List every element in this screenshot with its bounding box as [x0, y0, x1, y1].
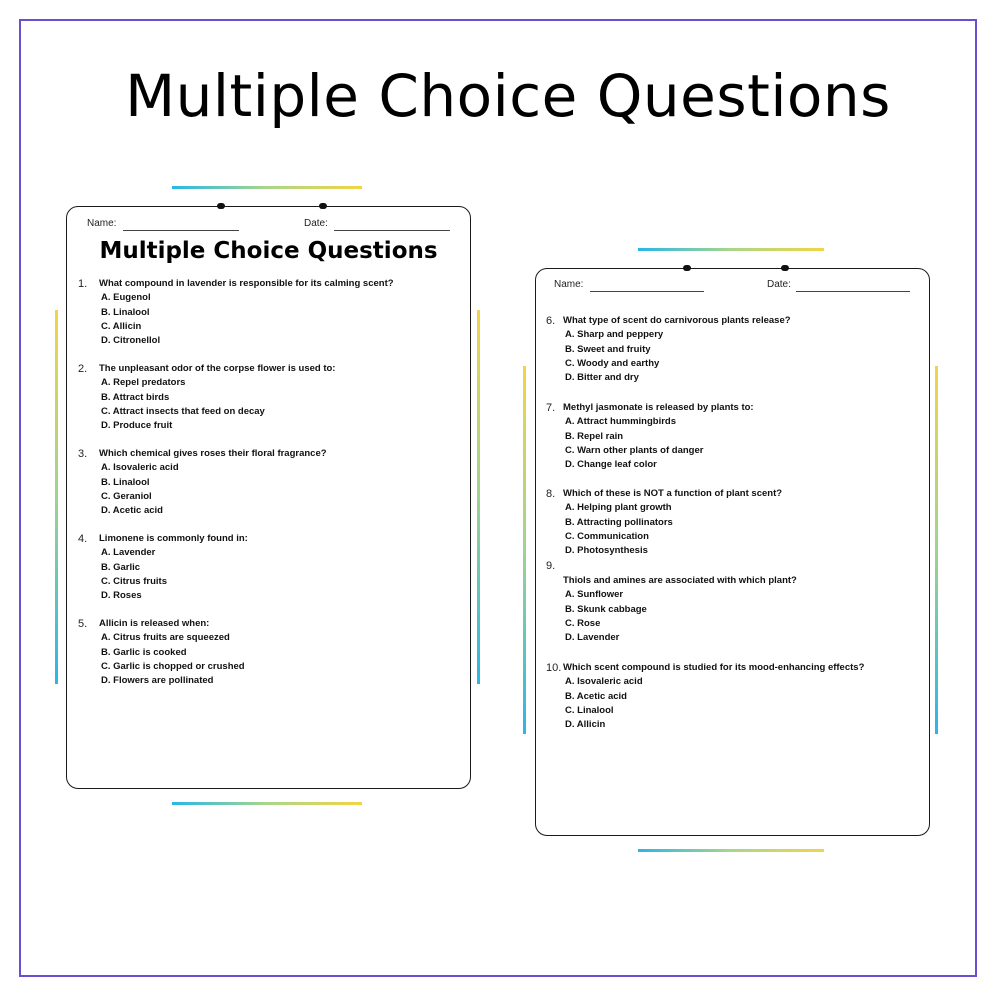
- answer-option[interactable]: D. Flowers are pollinated: [101, 675, 214, 687]
- answer-option[interactable]: C. Allicin: [101, 320, 142, 332]
- worksheet-page-1: [66, 206, 471, 789]
- worksheet-title: Multiple Choice Questions: [99, 238, 438, 264]
- answer-option[interactable]: D. Produce fruit: [101, 420, 173, 432]
- answer-option[interactable]: B. Sweet and fruity: [565, 343, 651, 355]
- name-line[interactable]: [123, 230, 239, 231]
- answer-option[interactable]: A. Citrus fruits are squeezed: [101, 632, 230, 644]
- name-label: Name:: [554, 279, 584, 290]
- question-text: Allicin is released when:: [99, 618, 210, 629]
- decor-bar-right-inner: [523, 366, 526, 734]
- answer-option[interactable]: C. Linalool: [565, 704, 614, 716]
- answer-option[interactable]: B. Attract birds: [101, 391, 170, 403]
- question-text: Limonene is commonly found in:: [99, 533, 248, 544]
- binder-clip-icon: [683, 265, 691, 271]
- question-number: 3.: [78, 448, 88, 460]
- question-number: 6.: [546, 315, 556, 327]
- question-number: 4.: [78, 533, 88, 545]
- question-number: 7.: [546, 402, 556, 414]
- answer-option[interactable]: C. Garlic is chopped or crushed: [101, 660, 245, 672]
- answer-option[interactable]: C. Geraniol: [101, 490, 152, 502]
- decor-bar-top-left: [172, 186, 362, 189]
- question-text: Which chemical gives roses their floral fragrance?: [99, 448, 327, 459]
- answer-option[interactable]: A. Repel predators: [101, 377, 186, 389]
- answer-option[interactable]: D. Acetic acid: [101, 505, 163, 517]
- answer-option[interactable]: A. Attract hummingbirds: [565, 416, 677, 428]
- question-number: 8.: [546, 488, 556, 500]
- question-text: Which of these is NOT a function of plant scent?: [563, 488, 783, 499]
- worksheet-page-2: [535, 268, 930, 836]
- question-number: 5.: [78, 618, 88, 630]
- date-label: Date:: [304, 218, 328, 229]
- answer-option[interactable]: A. Helping plant growth: [565, 502, 672, 514]
- answer-option[interactable]: C. Woody and earthy: [565, 357, 660, 369]
- answer-option[interactable]: D. Photosynthesis: [565, 545, 648, 557]
- question-number: 10.: [546, 662, 562, 674]
- decor-bar-bottom-right: [638, 849, 824, 852]
- answer-option[interactable]: B. Linalool: [101, 306, 150, 318]
- page-title: Multiple Choice Questions: [125, 62, 891, 130]
- answer-option[interactable]: C. Rose: [565, 617, 601, 629]
- name-label: Name:: [87, 218, 117, 229]
- answer-option[interactable]: B. Attracting pollinators: [565, 516, 673, 528]
- answer-option[interactable]: A. Sunflower: [565, 589, 624, 601]
- question-text: The unpleasant odor of the corpse flower is used to:: [99, 363, 336, 374]
- answer-option[interactable]: B. Linalool: [101, 476, 150, 488]
- answer-option[interactable]: A. Lavender: [101, 547, 156, 559]
- question-number: 9.: [546, 560, 556, 572]
- answer-option[interactable]: C. Citrus fruits: [101, 575, 167, 587]
- date-line[interactable]: [334, 230, 450, 231]
- binder-clip-icon: [217, 203, 225, 209]
- question-text: Methyl jasmonate is released by plants to:: [563, 402, 754, 413]
- decor-bar-left-inner: [477, 310, 480, 684]
- decor-bar-right-outer: [935, 366, 938, 734]
- answer-option[interactable]: D. Lavender: [565, 632, 620, 644]
- question-text: Thiols and amines are associated with which plant?: [563, 575, 797, 586]
- answer-option[interactable]: D. Roses: [101, 590, 142, 602]
- answer-option[interactable]: A. Sharp and peppery: [565, 329, 664, 341]
- answer-option[interactable]: D. Change leaf color: [565, 459, 657, 471]
- binder-clip-icon: [781, 265, 789, 271]
- answer-option[interactable]: C. Communication: [565, 530, 649, 542]
- answer-option[interactable]: A. Isovaleric acid: [565, 676, 643, 688]
- answer-option[interactable]: B. Acetic acid: [565, 690, 627, 702]
- answer-option[interactable]: B. Skunk cabbage: [565, 603, 647, 615]
- question-text: Which scent compound is studied for its mood-enhancing effects?: [563, 662, 865, 673]
- question-text: What compound in lavender is responsible for its calming scent?: [99, 278, 394, 289]
- decor-bar-bottom-left: [172, 802, 362, 805]
- answer-option[interactable]: B. Garlic: [101, 561, 141, 573]
- answer-option[interactable]: B. Repel rain: [565, 430, 624, 442]
- answer-option[interactable]: D. Bitter and dry: [565, 372, 639, 384]
- answer-option[interactable]: C. Attract insects that feed on decay: [101, 405, 265, 417]
- decor-bar-top-right: [638, 248, 824, 251]
- question-text: What type of scent do carnivorous plants release?: [563, 315, 791, 326]
- date-label: Date:: [767, 279, 791, 290]
- answer-option[interactable]: C. Warn other plants of danger: [565, 444, 704, 456]
- question-number: 2.: [78, 363, 88, 375]
- decor-bar-left-outer: [55, 310, 58, 684]
- name-line[interactable]: [590, 291, 704, 292]
- answer-option[interactable]: D. Citronellol: [101, 335, 161, 347]
- binder-clip-icon: [319, 203, 327, 209]
- question-number: 1.: [78, 278, 88, 290]
- date-line[interactable]: [796, 291, 910, 292]
- answer-option[interactable]: D. Allicin: [565, 719, 606, 731]
- answer-option[interactable]: A. Eugenol: [101, 292, 151, 304]
- answer-option[interactable]: B. Garlic is cooked: [101, 646, 187, 658]
- answer-option[interactable]: A. Isovaleric acid: [101, 462, 179, 474]
